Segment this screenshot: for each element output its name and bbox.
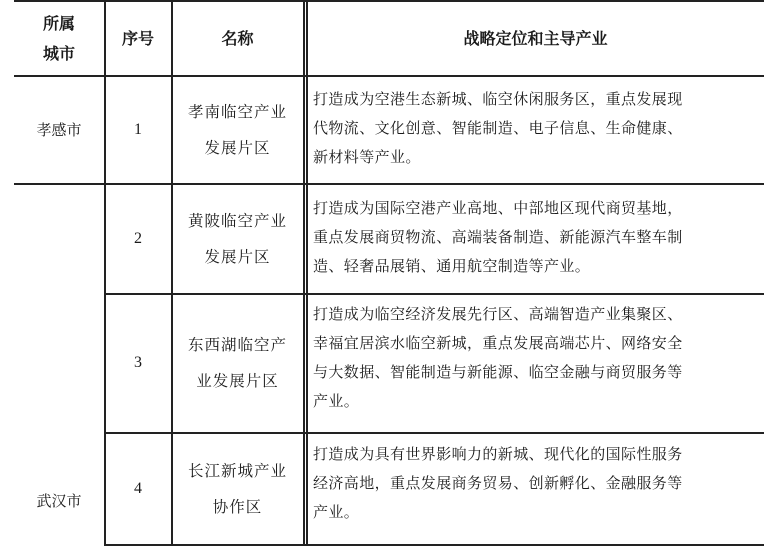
positioning-line: 造、轻奢品展销、通用航空制造等产业。 [313,257,591,275]
header-city-line1: 所属 [42,13,75,33]
city-cell-xiaogan [14,76,104,183]
positioning-line: 与大数据、智能制造与新能源、临空金融与商贸服务等 [313,363,683,381]
seq-number: 3 [134,354,142,371]
zone-name-cell [172,294,303,432]
table-border-bottom [104,544,764,546]
zone-name-cell [172,76,303,183]
seq-number: 1 [134,120,142,138]
seq-number: 2 [134,229,142,247]
seq-cell [105,433,171,544]
header-city [14,2,104,75]
positioning-line: 打造成为空港生态新城、临空休闲服务区，重点发展现 [313,90,683,108]
positioning-line: 打造成为临空经济发展先行区、高端智造产业集聚区、 [313,305,683,323]
positioning-text [313,85,758,172]
zone-name-line: 业发展片区 [196,372,279,390]
header-seq-label: 序号 [121,28,154,48]
column-divider-name [303,0,305,546]
zone-name-cell [172,433,303,544]
city-name: 武汉市 [36,491,82,510]
seq-cell [105,76,171,183]
zone-name-line: 孝南临空产业 [187,102,287,121]
header-positioning [307,2,764,75]
header-seq [105,2,171,75]
zone-name-line: 长江新城产业 [187,461,287,480]
positioning-line: 经济高地，重点发展商务贸易、创新孵化、金融服务等 [313,474,683,492]
zone-name-line: 东西湖临空产 [187,336,287,354]
positioning-text [313,300,758,416]
seq-cell [105,184,171,293]
positioning-line: 代物流、文化创意、智能制造、电子信息、生命健康、 [313,119,683,137]
positioning-line: 打造成为国际空港产业高地、中部地区现代商贸基地， [313,199,683,217]
zone-name-line: 发展片区 [204,247,271,266]
positioning-text [313,440,758,527]
positioning-line: 重点发展商贸物流、高端装备制造、新能源汽车整车制 [313,228,683,246]
positioning-text [313,194,758,281]
header-name-label: 名称 [221,28,254,48]
seq-number: 4 [134,479,142,497]
positioning-line: 产业。 [313,503,360,521]
positioning-line: 打造成为具有世界影响力的新城、现代化的国际性服务 [313,445,683,463]
header-city-line2: 城市 [42,43,75,63]
zone-name-cell [172,184,303,293]
column-divider-name-inner [306,0,308,546]
header-name [172,2,303,75]
seq-cell [105,294,171,432]
positioning-line: 新材料等产业。 [313,148,421,166]
positioning-line: 幸福宜居滨水临空新城，重点发展高端芯片、网络安全 [313,334,683,352]
zone-name-line: 协作区 [212,497,263,516]
zone-name-line: 发展片区 [204,138,271,157]
zone-name-line: 黄陂临空产业 [187,211,287,230]
city-cell-wuhan [14,470,104,530]
header-positioning-label: 战略定位和主导产业 [463,28,608,48]
positioning-line: 产业。 [313,392,360,410]
city-name: 孝感市 [36,121,82,139]
